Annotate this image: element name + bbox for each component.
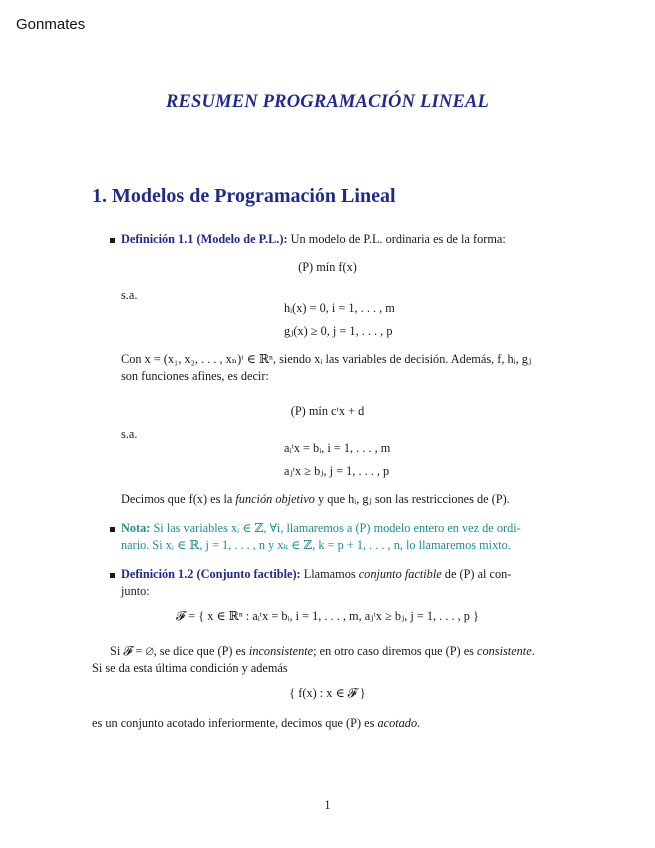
- def1-constraint-3: aᵢᵗx = bᵢ, i = 1, . . . , m: [284, 441, 391, 455]
- def1-closing-b: y que hᵢ, gⱼ son las restricciones de (P).: [314, 492, 510, 506]
- def2-paragraph-1-line-2: Si se da esta última condición y además: [92, 661, 288, 675]
- def2-label: Definición 1.2 (Conjunto factible):: [121, 567, 301, 581]
- def1-constraint-1: hᵢ(x) = 0, i = 1, . . . , m: [284, 301, 395, 315]
- def1-problem-2: (P) mín cᵗx + d: [290, 404, 365, 418]
- def1-problem: (P) mín f(x): [298, 260, 357, 274]
- def1-constraint-4: aⱼᵗx ≥ bⱼ, j = 1, . . . , p: [284, 464, 390, 478]
- document-title: RESUMEN PROGRAMACIÓN LINEAL: [165, 92, 490, 112]
- def1-closing: [121, 491, 591, 508]
- feasible-set-equation: 𝓕 = { x ∈ ℝⁿ : aᵢᵗx = bᵢ, i = 1, . . . , m, aⱼᵗx ≥ bⱼ, j = 1, . . . , p }: [176, 609, 479, 623]
- def2-p2-em: acotado: [377, 716, 418, 730]
- def1-explain-line-2: son funciones afines, es decir:: [121, 369, 269, 383]
- def1-closing-a: Decimos que f(x) es la: [121, 492, 236, 506]
- def1-label: Definición 1.1 (Modelo de P.L.):: [121, 232, 288, 246]
- def1-closing-em: función objetivo: [235, 492, 315, 506]
- def1-constraint-2: gⱼ(x) ≥ 0, j = 1, . . . , p: [284, 324, 393, 338]
- page-number: 1: [324, 798, 331, 812]
- def2-intro: [121, 566, 591, 583]
- def2-p1-c: .: [531, 644, 535, 658]
- note-text-1: Si las variables xᵢ ∈ ℤ, ∀i, llamaremos a (P) modelo entero en vez de ordi-: [150, 521, 521, 535]
- note-label: Nota:: [121, 521, 151, 535]
- def2-paragraph-1: [110, 643, 590, 660]
- def2-text-em: conjunto factible: [358, 567, 442, 581]
- def2-p1-b: ; en otro caso diremos que (P) es: [313, 644, 478, 658]
- def1-text: Un modelo de P.L. ordinaria es de la forma:: [287, 232, 506, 246]
- section-heading: 1. Modelos de Programación Lineal: [92, 185, 396, 207]
- watermark-label: Gonmates: [16, 16, 86, 33]
- def2-paragraph-2: [92, 715, 592, 732]
- def1-explain-line-1: Con x = (x₁, x₂, . . . , xₙ)ᵗ ∈ ℝⁿ, siendo xᵢ las variables de decisión. Además, f, hᵢ, gⱼ: [121, 352, 532, 366]
- bullet-def1: [110, 238, 115, 243]
- def2-p2-a: es un conjunto acotado inferiormente, decimos que (P) es: [92, 716, 378, 730]
- bullet-def2: [110, 573, 115, 578]
- def2-p2-b: .: [417, 716, 421, 730]
- def2-line-2: junto:: [121, 584, 150, 598]
- def1-intro: [121, 231, 591, 248]
- note-line-1: [121, 520, 591, 537]
- def2-text-a: Llamamos: [300, 567, 359, 581]
- def1-sa-2: s.a.: [121, 427, 138, 441]
- bullet-note: [110, 527, 115, 532]
- def2-p1-a: Si 𝓕 = ∅, se dice que (P) es: [110, 644, 249, 658]
- objective-set-equation: { f(x) : x ∈ 𝓕 }: [289, 686, 366, 700]
- def1-sa: s.a.: [121, 288, 138, 302]
- def2-p1-em2: consistente: [477, 644, 532, 658]
- note-line-2: nario. Si xᵢ ∈ ℝ, j = 1, . . . , n y xₖ ∈ ℤ, k = p + 1, . . . , n, lo llamaremos mixto.: [121, 538, 511, 552]
- def2-text-b: de (P) al con-: [441, 567, 512, 581]
- def2-p1-em1: inconsistente: [248, 644, 314, 658]
